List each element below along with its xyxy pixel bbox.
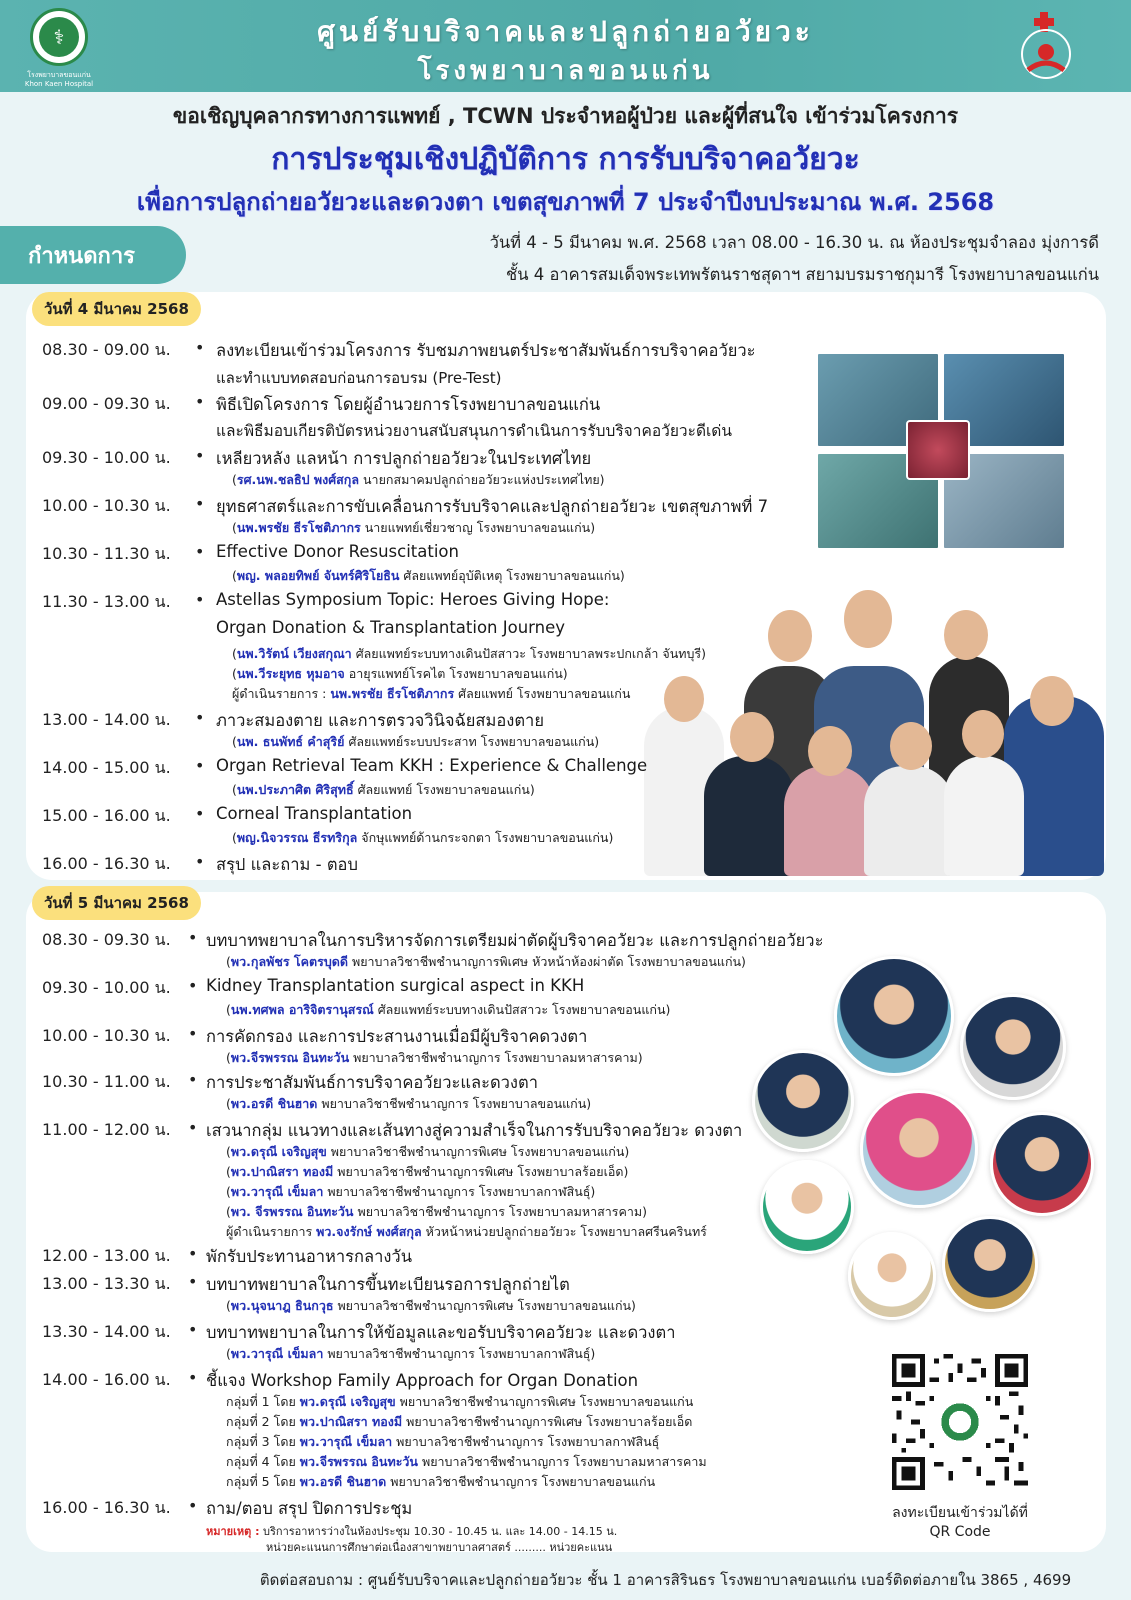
bullet: • [195, 852, 205, 871]
topic: ลงทะเบียนเข้าร่วมโครงการ รับชมภาพยนตร์ประชาสัมพันธ์การบริจาคอวัยวะ [216, 341, 756, 360]
speaker-figure [864, 766, 954, 876]
speaker-role: พยาบาลวิชาชีพชำนาญการพิเศษ โรงพยาบาลขอนแก่น) [326, 1144, 630, 1159]
speaker-role: พยาบาลวิชาชีพชำนาญการพิเศษ โรงพยาบาลร้อยเอ็ด) [333, 1164, 629, 1179]
speaker-role: ศัลยแพทย์ระบบประสาท โรงพยาบาลขอนแก่น) [344, 734, 600, 749]
speaker-role: นายแพทย์เชี่ยวชาญ โรงพยาบาลขอนแก่น) [360, 520, 596, 535]
speaker-name: พญ.นิจวรรณ ธีรทริกุล [236, 830, 358, 845]
bullet: • [188, 1070, 198, 1089]
topic: ภาวะสมองตาย และการตรวจวินิจฉัยสมองตาย [216, 711, 544, 730]
speakers-group-photo [644, 596, 1112, 876]
group-leader-role: พยาบาลวิชาชีพชำนาญการ โรงพยาบาลขอนแก่น [386, 1474, 656, 1489]
speaker-role: นายกสมาคมปลูกถ่ายอวัยวะแห่งประเทศไทย) [359, 472, 605, 487]
time-slot: 15.00 - 16.00 น. [42, 806, 171, 825]
registration-qr-code[interactable] [892, 1354, 1028, 1490]
bullet: • [195, 804, 205, 823]
topic: สรุป และถาม - ตอบ [216, 855, 358, 874]
speaker-role: พยาบาลวิชาชีพชำนาญการ โรงพยาบาลมหาสารคาม) [353, 1204, 647, 1219]
topic: การประชาสัมพันธ์การบริจาคอวัยวะและดวงตา [206, 1073, 538, 1092]
topic: การคัดกรอง และการประสานงานเมื่อมีผู้บริจาคดวงตา [206, 1027, 588, 1046]
nurse-photo [990, 1112, 1094, 1216]
time-slot: 13.00 - 13.30 น. [42, 1274, 171, 1293]
logo-caption-thai: โรงพยาบาลขอนแก่น [27, 71, 91, 79]
moderator-line [226, 1222, 707, 1242]
time-slot: 13.00 - 14.00 น. [42, 710, 171, 729]
time-slot: 14.00 - 16.00 น. [42, 1370, 171, 1389]
note-label: หมายเหตุ : [206, 1525, 260, 1538]
group-leader-role: พยาบาลวิชาชีพชำนาญการพิเศษ โรงพยาบาลขอนแก่น [395, 1394, 694, 1409]
topic: เหลียวหลัง แลหน้า การปลูกถ่ายอวัยวะในประเทศไทย [216, 449, 592, 468]
speaker-figure [784, 766, 874, 876]
speaker-role: ศัลยแพทย์ โรงพยาบาลขอนแก่น) [353, 782, 535, 797]
time-slot: 09.30 - 10.00 น. [42, 978, 171, 997]
nurse-photo [960, 994, 1066, 1100]
topic: พักรับประทานอาหารกลางวัน [206, 1247, 412, 1266]
bullet: • [188, 928, 198, 947]
speaker-role: พยาบาลวิชาชีพชำนาญการพิเศษ โรงพยาบาลขอนแก่น) [333, 1298, 636, 1313]
speaker-name: พว. จีรพรรณ อินทะวัน [230, 1204, 354, 1219]
bullet: • [195, 494, 205, 513]
speaker-line: (นพ.ทศพล อาริจิตรานุสรณ์ ศัลยแพทย์ระบบทางเดินปัสสาวะ โรงพยาบาลขอนแก่น) [226, 1002, 671, 1017]
topic-line2: Organ Donation & Transplantation Journey [216, 618, 566, 637]
time-slot: 09.30 - 10.00 น. [42, 448, 171, 467]
group-leader-name: พว.ดรุณี เจริญสุข [299, 1394, 396, 1409]
bullet: • [195, 590, 205, 609]
time-slot: 11.00 - 12.00 น. [42, 1120, 171, 1139]
event-subtitle: เพื่อการปลูกถ่ายอวัยวะและดวงตา เขตสุขภาพที่ 7 ประจำปีงบประมาณ พ.ศ. 2568 [136, 188, 995, 216]
group-leader-role: พยาบาลวิชาชีพชำนาญการพิเศษ โรงพยาบาลร้อยเอ็ด [402, 1414, 693, 1429]
event-title: การประชุมเชิงปฏิบัติการ การรับบริจาคอวัยวะ [271, 142, 860, 177]
speaker-line: (นพ.พรชัย ธีรโชติภากร นายแพทย์เชี่ยวชาญ โรงพยาบาลขอนแก่น) [232, 520, 596, 535]
topic: พิธีเปิดโครงการ โดยผู้อำนวยการโรงพยาบาลขอนแก่น [216, 395, 601, 414]
time-slot: 09.00 - 09.30 น. [42, 394, 171, 413]
day1-label: วันที่ 4 มีนาคม 2568 [32, 292, 201, 326]
bullet: • [195, 446, 205, 465]
group-prefix: กลุ่มที่ 1 โดย [226, 1394, 300, 1409]
speaker-head [890, 722, 932, 770]
bullet: • [195, 542, 205, 561]
speaker-line: (พว.นุจนาฎ ธินกวุธ พยาบาลวิชาชีพชำนาญการพิเศษ โรงพยาบาลขอนแก่น) [226, 1298, 636, 1313]
header-subtitle: โรงพยาบาลขอนแก่น [417, 56, 714, 86]
group-prefix: กลุ่มที่ 3 โดย [226, 1434, 300, 1449]
venue-date-line: วันที่ 4 - 5 มีนาคม พ.ศ. 2568 เวลา 08.00 - 16.30 น. ณ ห้องประชุมจำลอง มุ่งการดี [489, 233, 1099, 252]
moderator-line [232, 684, 630, 704]
bullet: • [188, 1320, 198, 1339]
venue-location-line: ชั้น 4 อาคารสมเด็จพระเทพรัตนราชสุดาฯ สยามบรมราชกุมารี โรงพยาบาลขอนแก่น [506, 265, 1099, 284]
nurse-photo [760, 1160, 854, 1254]
speaker-role: ศัลยแพทย์ระบบทางเดินปัสสาวะ โรงพยาบาลขอนแก่น) [373, 1002, 671, 1017]
speaker-figure [704, 756, 794, 876]
speaker-line: (พว.กุลพัชร โคตรบุดดี พยาบาลวิชาชีพชำนาญการพิเศษ หัวหน้าห้องผ่าตัด โรงพยาบาลขอนแก่น) [226, 954, 746, 969]
speaker-name: พว.วารุณี เข็มลา [230, 1184, 324, 1199]
organ-donation-logo [1010, 8, 1082, 88]
group-prefix: กลุ่มที่ 2 โดย [226, 1414, 300, 1429]
speaker-role: จักษุแพทย์ด้านกระจกตา โรงพยาบาลขอนแก่น) [357, 830, 614, 845]
nurse-photo [752, 1050, 854, 1152]
speaker-name: นพ.วิรัตน์ เวียงสกุณา [236, 646, 352, 661]
topic: เสวนากลุ่ม แนวทางและเส้นทางสู่ความสำเร็จในการรับบริจาคอวัยวะ ดวงตา [206, 1121, 743, 1140]
bullet: • [195, 338, 205, 357]
speaker-name: พว.อรดี ชินฮาด [230, 1096, 318, 1111]
time-slot: 08.30 - 09.30 น. [42, 930, 171, 949]
day2-label: วันที่ 5 มีนาคม 2568 [32, 886, 201, 920]
nurse-photo [942, 1216, 1038, 1312]
speaker-line: (นพ.วีระยุทธ หุมอาจ อายุรแพทย์โรคไต โรงพยาบาลขอนแก่น) [232, 666, 568, 681]
topic: Kidney Transplantation surgical aspect in KKH [206, 976, 585, 995]
moderator-role: ศัลยแพทย์ โรงพยาบาลขอนแก่น [454, 686, 631, 701]
time-slot: 16.00 - 16.30 น. [42, 1498, 171, 1517]
time-slot: 13.30 - 14.00 น. [42, 1322, 171, 1341]
ministry-seal-icon: ⚕ [30, 8, 88, 66]
speaker-role: พยาบาลวิชาชีพชำนาญการพิเศษ หัวหน้าห้องผ่าตัด โรงพยาบาลขอนแก่น) [348, 954, 746, 969]
moderator-prefix: ผู้ดำเนินรายการ [226, 1224, 317, 1239]
speaker-name: พว.จีรพรรณ อินทะวัน [230, 1050, 350, 1065]
topic: บทบาทพยาบาลในการบริหารจัดการเตรียมผ่าตัดผู้บริจาคอวัยวะ และการปลูกถ่ายอวัยวะ [206, 931, 824, 950]
time-slot: 10.30 - 11.30 น. [42, 544, 171, 563]
organ-photo [906, 420, 970, 480]
speaker-line: (นพ. ธนพัทธ์ คำสุริย์ ศัลยแพทย์ระบบประสาท โรงพยาบาลขอนแก่น) [232, 734, 600, 749]
speaker-name: นพ. ธนพัทธ์ คำสุริย์ [236, 734, 345, 749]
bullet: • [188, 976, 198, 995]
group-leader-name: พว.จีรพรรณ อินทะวัน [299, 1454, 418, 1469]
time-slot: 10.00 - 10.30 น. [42, 1026, 171, 1045]
group-leader-role: พยาบาลวิชาชีพชำนาญการ โรงพยาบาลมหาสารคาม [417, 1454, 707, 1469]
moderator-name: นพ.พรชัย ธีรโชติภากร [330, 686, 455, 701]
nurse-photo [860, 1090, 978, 1208]
time-slot: 11.30 - 13.00 น. [42, 592, 171, 611]
topic: Astellas Symposium Topic: Heroes Giving Hope: [216, 590, 610, 609]
speaker-role: พยาบาลวิชาชีพชำนาญการ โรงพยาบาลกาฬสินธุ์) [323, 1346, 596, 1361]
time-slot: 08.30 - 09.00 น. [42, 340, 171, 359]
time-slot: 10.30 - 11.00 น. [42, 1072, 171, 1091]
speaker-head [730, 712, 774, 762]
note-text: บริการอาหารว่างในห้องประชุม 10.30 - 10.45 น. และ 14.00 - 14.15 น. [259, 1525, 618, 1538]
speaker-line: (พญ.นิจวรรณ ธีรทริกุล จักษุแพทย์ด้านกระจกตา โรงพยาบาลขอนแก่น) [232, 830, 614, 845]
speaker-role: พยาบาลวิชาชีพชำนาญการ โรงพยาบาลกาฬสินธุ์) [323, 1184, 596, 1199]
group-line [226, 1452, 707, 1472]
group-leader-name: พว.อรดี ชินฮาด [299, 1474, 387, 1489]
header-title: ศูนย์รับบริจาคและปลูกถ่ายอวัยวะ [317, 15, 814, 48]
topic: ชี้แจง Workshop Family Approach for Organ Donation [206, 1371, 639, 1390]
qr-caption-label: QR Code [929, 1524, 991, 1540]
logo-caption-english: Khon Kaen Hospital [24, 80, 94, 88]
nurse-photo [848, 1232, 936, 1320]
group-prefix: กลุ่มที่ 5 โดย [226, 1474, 300, 1489]
speaker-role: อายุรแพทย์โรคไต โรงพยาบาลขอนแก่น) [344, 666, 568, 681]
group-leader-role: พยาบาลวิชาชีพชำนาญการ โรงพยาบาลกาฬสินธุ์ [392, 1434, 660, 1449]
speaker-line: (พว.วารุณี เข็มลา พยาบาลวิชาชีพชำนาญการ โรงพยาบาลกาฬสินธุ์) [226, 1346, 596, 1361]
speaker-line: (พว.วารุณี เข็มลา พยาบาลวิชาชีพชำนาญการ โรงพยาบาลกาฬสินธุ์) [226, 1184, 596, 1199]
speaker-line: (พว. จีรพรรณ อินทะวัน พยาบาลวิชาชีพชำนาญการ โรงพยาบาลมหาสารคาม) [226, 1204, 647, 1219]
bullet: • [188, 1368, 198, 1387]
speaker-line: (นพ.ประภาศิต ศิริสุทธิ์ ศัลยแพทย์ โรงพยาบาลขอนแก่น) [232, 782, 535, 797]
speaker-head [768, 610, 812, 662]
speaker-name: นพ.ทศพล อาริจิตรานุสรณ์ [230, 1002, 374, 1017]
bullet: • [188, 1272, 198, 1291]
speaker-name: พญ. พลอยทิพย์ จันทร์ศิริโยธิน [236, 568, 400, 583]
time-slot: 12.00 - 13.00 น. [42, 1246, 171, 1265]
group-leader-name: พว.ปาณิสรา ทองมี [299, 1414, 403, 1429]
speaker-head [664, 676, 704, 722]
group-line [226, 1472, 655, 1492]
speaker-head [844, 590, 892, 648]
moderator-name: พว.จงรักษ์ พงศ์สกุล [316, 1224, 422, 1239]
nurse-photo [834, 956, 954, 1076]
topic: Corneal Transplantation [216, 804, 413, 823]
speaker-head [1030, 676, 1074, 726]
bullet: • [188, 1118, 198, 1137]
speaker-head [962, 710, 1004, 758]
topic-line2: และพิธีมอบเกียรติบัตรหน่วยงานสนับสนุนการดำเนินการรับบริจาคอวัยวะดีเด่น [216, 422, 732, 440]
invitation-line: ขอเชิญบุคลากรทางการแพทย์ , TCWN ประจำหอผู้ป่วย และผู้ที่สนใจ เข้าร่วมโครงการ [172, 104, 959, 128]
group-line [226, 1392, 693, 1412]
group-line [226, 1412, 692, 1432]
moderator-prefix: ผู้ดำเนินรายการ : [232, 686, 331, 701]
speaker-line: (พว.อรดี ชินฮาด พยาบาลวิชาชีพชำนาญการ โรงพยาบาลขอนแก่น) [226, 1096, 592, 1111]
speaker-name: นพ.วีระยุทธ หุมอาจ [236, 666, 345, 681]
topic: ยุทธศาสตร์และการขับเคลื่อนการรับบริจาคและปลูกถ่ายอวัยวะ เขตสุขภาพที่ 7 [216, 497, 769, 516]
topic-line2: และทำแบบทดสอบก่อนการอบรม (Pre-Test) [216, 369, 502, 387]
bullet: • [188, 1024, 198, 1043]
group-prefix: กลุ่มที่ 4 โดย [226, 1454, 300, 1469]
speaker-name: รศ.นพ.ชลธิป พงศ์สกุล [236, 472, 360, 487]
agenda-tab: กำหนดการ [0, 226, 186, 284]
speaker-head [808, 726, 852, 776]
surgery-photo-collage [816, 352, 1066, 550]
speaker-name: นพ.พรชัย ธีรโชติภากร [236, 520, 361, 535]
speaker-name: พว.นุจนาฎ ธินกวุธ [230, 1298, 334, 1313]
moderator-role: หัวหน้าหน่วยปลูกถ่ายอวัยวะ โรงพยาบาลศรีนครินทร์ [421, 1224, 707, 1239]
group-line [226, 1432, 659, 1452]
bullet: • [188, 1496, 198, 1515]
contact-footer: ติดต่อสอบถาม : ศูนย์รับบริจาคและปลูกถ่ายอวัยวะ ชั้น 1 อาคารสิรินธร โรงพยาบาลขอนแก่น เบอร์ติดต่อภายใน 3865 , 4699 [259, 1571, 1072, 1589]
bullet: • [195, 708, 205, 727]
speaker-name: พว.วารุณี เข็มลา [230, 1346, 324, 1361]
time-slot: 14.00 - 15.00 น. [42, 758, 171, 777]
bullet: • [195, 756, 205, 775]
time-slot: 16.00 - 16.30 น. [42, 854, 171, 873]
note-credit-line: หน่วยคะแนนการศึกษาต่อเนื่องสาขาพยาบาลศาสตร์ ......... หน่วยคะแนน [266, 1541, 613, 1554]
speaker-line: (พญ. พลอยทิพย์ จันทร์ศิริโยธิน ศัลยแพทย์อุบัติเหตุ โรงพยาบาลขอนแก่น) [232, 568, 625, 583]
bullet: • [188, 1244, 198, 1263]
topic: Effective Donor Resuscitation [216, 542, 459, 561]
speaker-role: ศัลยแพทย์อุบัติเหตุ โรงพยาบาลขอนแก่น) [399, 568, 625, 583]
speaker-line: (พว.ดรุณี เจริญสุข พยาบาลวิชาชีพชำนาญการพิเศษ โรงพยาบาลขอนแก่น) [226, 1144, 630, 1159]
speaker-head [944, 610, 988, 660]
speaker-name: พว.ดรุณี เจริญสุข [230, 1144, 327, 1159]
topic: บทบาทพยาบาลในการขึ้นทะเบียนรอการปลูกถ่ายไต [206, 1275, 570, 1294]
topic: ถาม/ตอบ สรุป ปิดการประชุม [206, 1499, 413, 1518]
time-slot: 10.00 - 10.30 น. [42, 496, 171, 515]
speaker-role: ศัลยแพทย์ระบบทางเดินปัสสาวะ โรงพยาบาลพระปกเกล้า จันทบุรี) [351, 646, 707, 661]
speaker-figure [944, 756, 1024, 876]
speaker-line: (นพ.วิรัตน์ เวียงสกุณา ศัลยแพทย์ระบบทางเดินปัสสาวะ โรงพยาบาลพระปกเกล้า จันทบุรี) [232, 646, 707, 661]
speaker-role: พยาบาลวิชาชีพชำนาญการ โรงพยาบาลขอนแก่น) [317, 1096, 592, 1111]
qr-caption: ลงทะเบียนเข้าร่วมได้ที่ [892, 1505, 1028, 1521]
speaker-line: (พว.ปาณิสรา ทองมี พยาบาลวิชาชีพชำนาญการพิเศษ โรงพยาบาลร้อยเอ็ด) [226, 1164, 629, 1179]
speaker-name: พว.ปาณิสรา ทองมี [230, 1164, 334, 1179]
topic: บทบาทพยาบาลในการให้ข้อมูลและขอรับบริจาคอวัยวะ และดวงตา [206, 1323, 676, 1342]
speaker-name: นพ.ประภาศิต ศิริสุทธิ์ [236, 782, 354, 797]
speaker-role: พยาบาลวิชาชีพชำนาญการ โรงพยาบาลมหาสารคาม) [349, 1050, 643, 1065]
speaker-name: พว.กุลพัชร โคตรบุดดี [230, 954, 348, 969]
speaker-line: (พว.จีรพรรณ อินทะวัน พยาบาลวิชาชีพชำนาญการ โรงพยาบาลมหาสารคาม) [226, 1050, 643, 1065]
topic: Organ Retrieval Team KKH : Experience & Challenge [216, 756, 648, 775]
group-leader-name: พว.วารุณี เข็มลา [299, 1434, 393, 1449]
speaker-line: (รศ.นพ.ชลธิป พงศ์สกุล นายกสมาคมปลูกถ่ายอวัยวะแห่งประเทศไทย) [232, 472, 605, 487]
bullet: • [195, 392, 205, 411]
